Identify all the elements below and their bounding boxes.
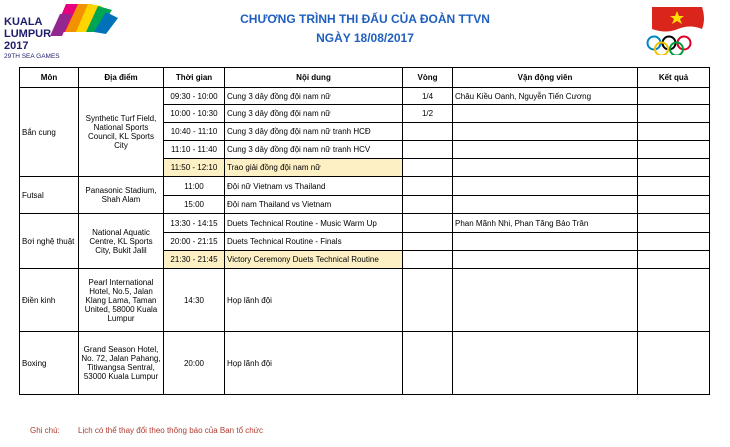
- venue-cell: Panasonic Stadium, Shah Alam: [79, 177, 164, 214]
- page-title: CHƯƠNG TRÌNH THI ĐẤU CỦA ĐOÀN TTVN: [240, 12, 490, 26]
- time-cell: 15:00: [164, 196, 225, 214]
- result-cell: [638, 159, 710, 177]
- content-cell: Cung 3 dây đồng đội nam nữ tranh HCĐ: [225, 123, 403, 141]
- time-cell: 20:00: [164, 332, 225, 395]
- vietnam-olympic-logo: [640, 5, 728, 55]
- time-cell: 11:50 - 12:10: [164, 159, 225, 177]
- sport-cell: Bắn cung: [20, 88, 79, 177]
- result-cell: [638, 177, 710, 196]
- sport-cell: Điền kinh: [20, 269, 79, 332]
- column-header-time: Thời gian: [164, 68, 225, 88]
- result-cell: [638, 233, 710, 251]
- athletes-cell: Châu Kiều Oanh, Nguyễn Tiến Cương: [453, 88, 638, 105]
- time-cell: 14:30: [164, 269, 225, 332]
- result-cell: [638, 214, 710, 233]
- schedule-table: [19, 67, 710, 395]
- athletes-cell: [453, 196, 638, 214]
- result-cell: [638, 332, 710, 395]
- time-cell: 10:00 - 10:30: [164, 105, 225, 123]
- column-header-result: Kết quả: [638, 68, 710, 88]
- note-label: Ghi chú:: [30, 426, 60, 435]
- logo-year: 2017: [4, 40, 29, 52]
- result-cell: [638, 269, 710, 332]
- table-header-row: [20, 68, 710, 88]
- content-cell: Victory Ceremony Duets Technical Routine: [225, 251, 403, 269]
- result-cell: [638, 251, 710, 269]
- column-header-sport: Môn: [20, 68, 79, 88]
- logo-word-lumpur: LUMPUR: [4, 28, 52, 40]
- athletes-cell: [453, 177, 638, 196]
- round-cell: [403, 159, 453, 177]
- round-cell: [403, 332, 453, 395]
- table-row: [20, 269, 710, 332]
- athletes-cell: [453, 105, 638, 123]
- table-row: [20, 214, 710, 233]
- athletes-cell: [453, 159, 638, 177]
- time-cell: 11:10 - 11:40: [164, 141, 225, 159]
- venue-cell: Grand Season Hotel, No. 72, Jalan Pahang, Titiwangsa Sentral, 53000 Kuala Lumpur: [79, 332, 164, 395]
- round-cell: [403, 141, 453, 159]
- logo-word-kuala: KUALA: [4, 16, 43, 28]
- round-cell: [403, 196, 453, 214]
- sport-cell: Futsal: [20, 177, 79, 214]
- athletes-cell: [453, 141, 638, 159]
- sea-games-logo: [2, 2, 120, 60]
- round-cell: [403, 177, 453, 196]
- content-cell: Duets Technical Routine - Finals: [225, 233, 403, 251]
- round-cell: [403, 251, 453, 269]
- note-text: Lịch có thể thay đổi theo thông báo của Ban tổ chức: [78, 426, 264, 435]
- result-cell: [638, 123, 710, 141]
- athletes-cell: [453, 233, 638, 251]
- venue-cell: Pearl International Hotel, No.5, Jalan Klang Lama, Taman United, 58000 Kuala Lumpur: [79, 269, 164, 332]
- athletes-cell: [453, 269, 638, 332]
- sport-cell: Boxing: [20, 332, 79, 395]
- column-header-venue: Địa điểm: [79, 68, 164, 88]
- athletes-cell: [453, 332, 638, 395]
- round-cell: [403, 269, 453, 332]
- column-header-round: Vòng: [403, 68, 453, 88]
- venue-cell: National Aquatic Centre, KL Sports City, Bukit Jalil: [79, 214, 164, 269]
- table-row: [20, 88, 710, 105]
- content-cell: Cung 3 dây đồng đội nam nữ tranh HCV: [225, 141, 403, 159]
- time-cell: 09:30 - 10:00: [164, 88, 225, 105]
- result-cell: [638, 196, 710, 214]
- sport-cell: Bơi nghệ thuật: [20, 214, 79, 269]
- content-cell: Họp lãnh đội: [225, 269, 403, 332]
- athletes-cell: [453, 251, 638, 269]
- result-cell: [638, 141, 710, 159]
- time-cell: 10:40 - 11:10: [164, 123, 225, 141]
- content-cell: Đội nam Thailand vs Vietnam: [225, 196, 403, 214]
- result-cell: [638, 105, 710, 123]
- page-date: NGÀY 18/08/2017: [316, 31, 414, 45]
- result-cell: [638, 88, 710, 105]
- column-header-content: Nội dung: [225, 68, 403, 88]
- round-cell: [403, 233, 453, 251]
- content-cell: Duets Technical Routine - Music Warm Up: [225, 214, 403, 233]
- content-cell: Họp lãnh đội: [225, 332, 403, 395]
- content-cell: Đội nữ Vietnam vs Thailand: [225, 177, 403, 196]
- round-cell: [403, 123, 453, 141]
- athletes-cell: Phan Mãnh Nhi, Phan Tăng Bảo Trân: [453, 214, 638, 233]
- time-cell: 13:30 - 14:15: [164, 214, 225, 233]
- time-cell: 11:00: [164, 177, 225, 196]
- time-cell: 20:00 - 21:15: [164, 233, 225, 251]
- column-header-athletes: Vận động viên: [453, 68, 638, 88]
- round-cell: [403, 214, 453, 233]
- venue-cell: Synthetic Turf Field, National Sports Council, KL Sports City: [79, 88, 164, 177]
- content-cell: Trao giải đồng đội nam nữ: [225, 159, 403, 177]
- content-cell: Cung 3 dây đồng đội nam nữ: [225, 105, 403, 123]
- content-cell: Cung 3 dây đồng đội nam nữ: [225, 88, 403, 105]
- table-row: [20, 332, 710, 395]
- time-cell: 21:30 - 21:45: [164, 251, 225, 269]
- round-cell: 1/2: [403, 105, 453, 123]
- round-cell: 1/4: [403, 88, 453, 105]
- table-row: [20, 177, 710, 196]
- logo-tagline: 29TH SEA GAMES: [4, 53, 60, 60]
- athletes-cell: [453, 123, 638, 141]
